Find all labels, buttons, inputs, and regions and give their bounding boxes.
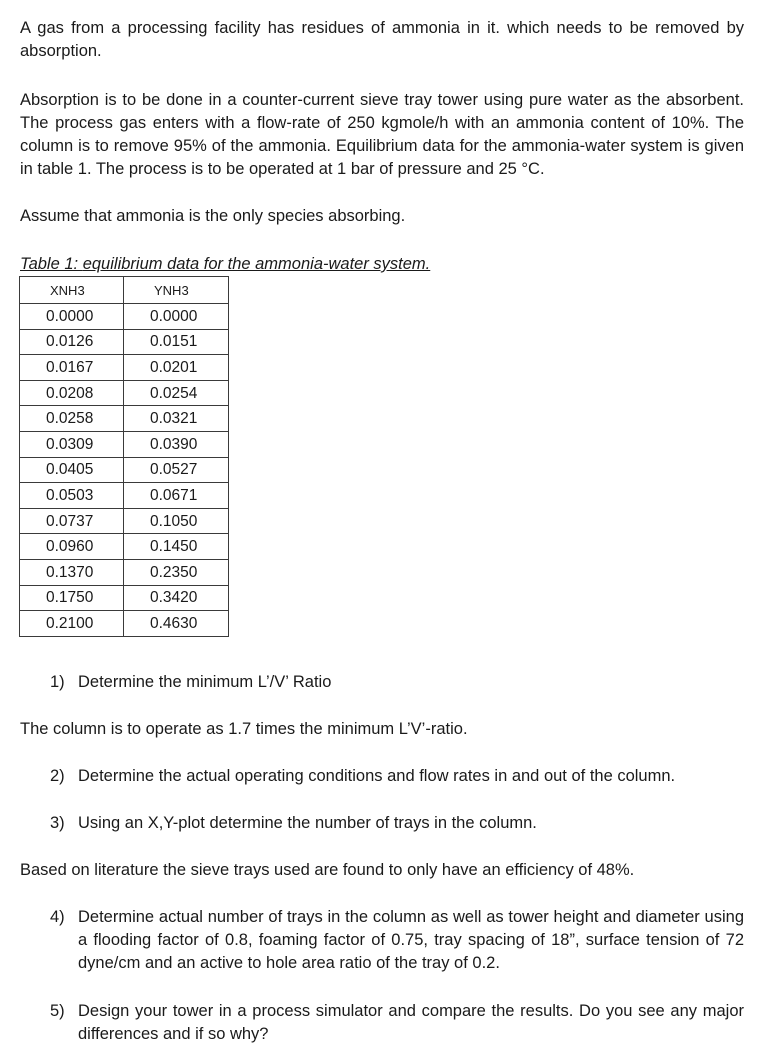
intro-paragraph-2: Absorption is to be done in a counter-current sieve tray tower using pure water as the absorbent. The process gas enters with a flow-rate of 250 kgmole/h with an ammonia content of 10%. The column is to remove 95% of the ammonia. Equilibrium data for the ammonia-water system is given in table 1. The process is to be operated at 1 bar of pressure and 25 °C. <box>20 91 744 178</box>
question-1-text: Determine the minimum L’/V’ Ratio <box>78 673 332 691</box>
cell-x-value: 0.2100 <box>20 611 124 637</box>
question-3 <box>50 812 744 835</box>
cell-x-value: 0.0503 <box>20 483 124 509</box>
question-2-text: Determine the actual operating conditions and flow rates in and out of the column. <box>78 767 676 785</box>
cell-y-value: 0.0390 <box>124 431 229 457</box>
table-row <box>20 355 229 381</box>
cell-y-value: 0.0201 <box>124 355 229 381</box>
table-row <box>20 483 229 509</box>
cell-x-value: 0.0208 <box>20 380 124 406</box>
cell-y-value: 0.0151 <box>124 329 229 355</box>
table-row <box>20 559 229 585</box>
cell-y-value: 0.4630 <box>124 611 229 637</box>
cell-x-value: 0.1370 <box>20 559 124 585</box>
cell-y-value: 0.3420 <box>124 585 229 611</box>
cell-x-value: 0.1750 <box>20 585 124 611</box>
cell-y-value: 0.0671 <box>124 483 229 509</box>
cell-y-value: 0.2350 <box>124 559 229 585</box>
question-1 <box>50 671 744 694</box>
question-2 <box>50 765 744 788</box>
cell-x-value: 0.0167 <box>20 355 124 381</box>
cell-x-value: 0.0405 <box>20 457 124 483</box>
question-3-number: 3) <box>50 814 65 832</box>
question-4-text: Determine actual number of trays in the column as well as tower height and diameter using a flooding factor of 0.8, foaming factor of 0.75, tray spacing of 18”, surface tension of 72 dyne/cm and an active to hole area ratio of the tray of 0.2. <box>78 908 744 972</box>
cell-y-value: 0.1450 <box>124 534 229 560</box>
cell-x-value: 0.0309 <box>20 431 124 457</box>
efficiency-note: Based on literature the sieve trays used are found to only have an efficiency of 48%. <box>20 861 635 879</box>
cell-x-value: 0.0737 <box>20 508 124 534</box>
question-5-number: 5) <box>50 1002 65 1020</box>
column-header-y: YNH3 <box>124 277 229 304</box>
cell-x-value: 0.0258 <box>20 406 124 432</box>
question-5 <box>50 1000 744 1046</box>
cell-y-value: 0.1050 <box>124 508 229 534</box>
cell-x-value: 0.0126 <box>20 329 124 355</box>
question-5-text: Design your tower in a process simulator and compare the results. Do you see any major differences and if so why? <box>78 1002 744 1043</box>
table-body <box>20 304 229 637</box>
table-row <box>20 431 229 457</box>
intro-paragraph-1: A gas from a processing facility has residues of ammonia in it. which needs to be removed by absorption. <box>20 19 744 60</box>
table-header-row <box>20 277 229 304</box>
table-caption-text: equilibrium data for the ammonia-water system. <box>82 255 431 273</box>
question-2-number: 2) <box>50 767 65 785</box>
cell-x-value: 0.0960 <box>20 534 124 560</box>
intro-paragraph-3: Assume that ammonia is the only species absorbing. <box>20 207 406 225</box>
question-4 <box>50 906 744 975</box>
table-row <box>20 534 229 560</box>
equilibrium-table <box>19 276 229 637</box>
table-row <box>20 585 229 611</box>
table-row <box>20 406 229 432</box>
cell-y-value: 0.0254 <box>124 380 229 406</box>
table-row <box>20 304 229 330</box>
table-row <box>20 329 229 355</box>
table-row <box>20 380 229 406</box>
question-1-number: 1) <box>50 673 65 691</box>
table-caption-lead: Table 1: <box>20 255 83 273</box>
cell-y-value: 0.0321 <box>124 406 229 432</box>
column-header-x: XNH3 <box>20 277 124 304</box>
cell-x-value: 0.0000 <box>20 304 124 330</box>
table-caption <box>20 253 430 276</box>
table-row <box>20 457 229 483</box>
cell-y-value: 0.0527 <box>124 457 229 483</box>
operating-ratio-note: The column is to operate as 1.7 times the minimum L’V’-ratio. <box>20 720 468 738</box>
table-row <box>20 611 229 637</box>
question-3-text: Using an X,Y-plot determine the number of trays in the column. <box>78 814 537 832</box>
cell-y-value: 0.0000 <box>124 304 229 330</box>
question-4-number: 4) <box>50 908 65 926</box>
table-row <box>20 508 229 534</box>
